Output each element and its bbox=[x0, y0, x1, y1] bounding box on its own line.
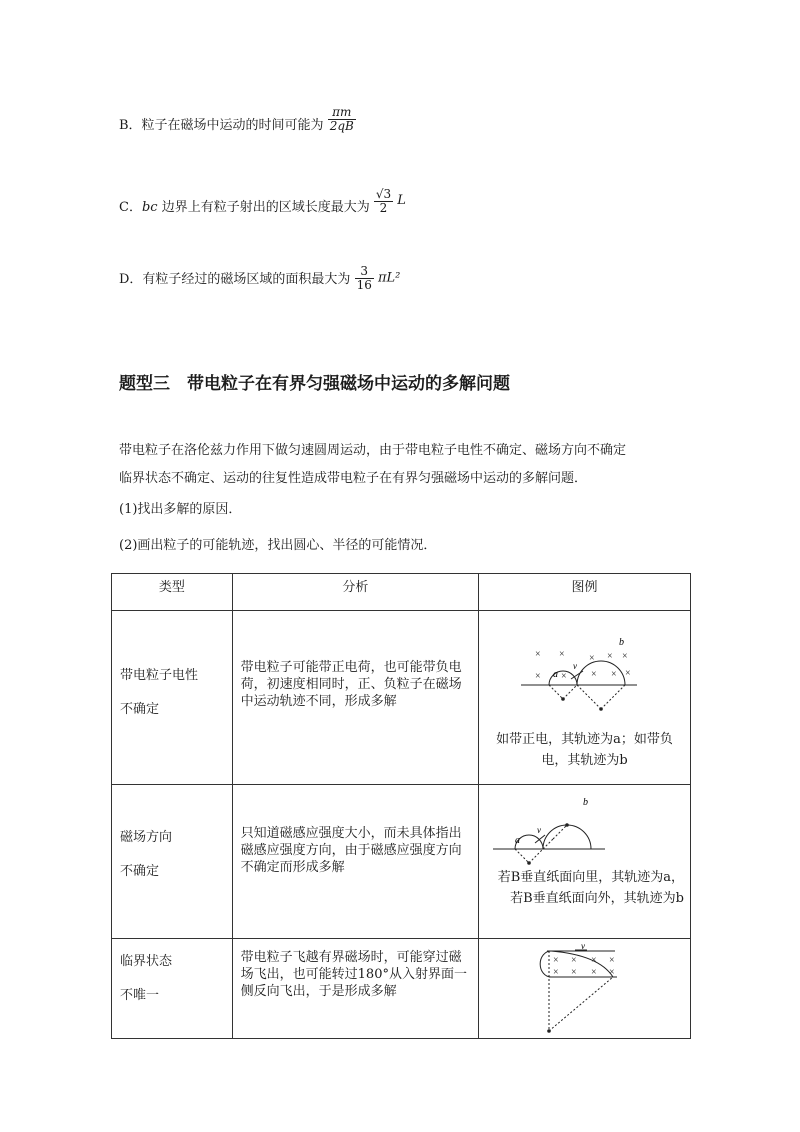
center-point bbox=[562, 697, 566, 701]
cross-mark: × bbox=[609, 955, 616, 966]
row-type-line-1: 带电粒子电性 bbox=[120, 668, 199, 683]
option-b-numerator: πm bbox=[328, 106, 356, 120]
row-figure-caption: 如带正电，其轨迹为a；如带负电，其轨迹为b bbox=[496, 732, 673, 768]
center-point bbox=[548, 1029, 552, 1033]
row-type-cell bbox=[112, 939, 233, 1039]
multi-solution-table bbox=[111, 573, 691, 1039]
option-b-text: B．粒子在磁场中运动的时间可能为 bbox=[119, 118, 324, 133]
cross-mark: × bbox=[553, 967, 560, 978]
option-c bbox=[119, 186, 406, 216]
label-v: v bbox=[573, 661, 578, 671]
table-header-analysis: 分析 bbox=[232, 574, 478, 611]
trajectory-b bbox=[577, 661, 625, 685]
cross-mark: × bbox=[571, 955, 578, 966]
row-figure-cell bbox=[478, 785, 690, 939]
cross-mark: × bbox=[559, 649, 566, 660]
option-c-fraction bbox=[374, 188, 393, 215]
option-c-after: L bbox=[397, 193, 406, 208]
center-point bbox=[600, 707, 604, 711]
radius-line bbox=[549, 685, 563, 699]
table-header-type: 类型 bbox=[112, 574, 233, 611]
option-b bbox=[119, 104, 356, 134]
velocity-arrow bbox=[535, 835, 545, 843]
cross-mark: × bbox=[535, 671, 542, 682]
row-type-cell bbox=[112, 611, 233, 785]
option-c-var: bc bbox=[141, 200, 158, 215]
row-type-line-1: 磁场方向 bbox=[120, 830, 173, 845]
row-analysis-cell bbox=[232, 611, 478, 785]
option-d-fraction bbox=[355, 265, 374, 292]
row-analysis-text: 带电粒子飞越有界磁场时，可能穿过磁场飞出，也可能转过180°从入射界面一侧反向飞出，于是形成多解 bbox=[240, 950, 467, 999]
option-b-fraction bbox=[328, 106, 356, 133]
radius-line bbox=[601, 685, 625, 709]
table-row bbox=[112, 785, 691, 939]
charge-sign-diagram bbox=[479, 619, 689, 719]
trajectory-b bbox=[543, 825, 591, 849]
table-row bbox=[112, 611, 691, 785]
field-direction-diagram bbox=[479, 793, 689, 867]
cross-mark: × bbox=[591, 967, 598, 978]
cross-mark: × bbox=[591, 955, 598, 966]
row-figure-cell bbox=[478, 611, 690, 785]
table-header-row bbox=[112, 574, 691, 611]
intro-paragraph bbox=[119, 437, 699, 493]
cross-mark: × bbox=[553, 955, 560, 966]
label-a: a bbox=[515, 835, 521, 846]
radius-line bbox=[515, 849, 529, 863]
option-c-text: 边界上有粒子射出的区域长度最大为 bbox=[157, 200, 370, 215]
trajectory-arc bbox=[551, 951, 616, 978]
row-analysis-cell bbox=[232, 785, 478, 939]
option-c-numerator: √3 bbox=[375, 186, 392, 201]
row-type-line-2: 不确定 bbox=[120, 702, 160, 717]
row-analysis-text: 带电粒子可能带正电荷，也可能带负电荷，初速度相同时，正、负粒子在磁场中运动轨迹不同，形成多解 bbox=[240, 660, 462, 709]
label-a: a bbox=[553, 669, 559, 680]
radius-line bbox=[563, 685, 577, 699]
cross-mark: × bbox=[611, 669, 618, 680]
cross-mark: × bbox=[571, 967, 578, 978]
option-b-denominator: 2qB bbox=[329, 118, 354, 133]
radius-line bbox=[549, 977, 613, 1031]
option-d-denominator: 16 bbox=[356, 278, 372, 292]
option-d bbox=[119, 265, 400, 292]
option-d-numerator: 3 bbox=[355, 265, 374, 279]
cross-mark: × bbox=[561, 671, 568, 682]
option-c-prefix: C． bbox=[119, 200, 142, 215]
row-type-cell bbox=[112, 785, 233, 939]
step-1: (1)找出多解的原因． bbox=[119, 502, 242, 517]
table-row bbox=[112, 939, 691, 1039]
row-figure-cell bbox=[478, 939, 690, 1039]
label-b: b bbox=[583, 797, 589, 808]
row-type-line-1: 临界状态 bbox=[120, 954, 173, 969]
label-b: b bbox=[619, 637, 625, 648]
intro-line-1: 带电粒子在洛伦兹力作用下做匀速圆周运动，由于带电粒子电性不确定、磁场方向不确定 bbox=[119, 443, 627, 458]
radius-line bbox=[553, 825, 567, 839]
table-header-figure: 图例 bbox=[478, 574, 690, 611]
option-d-text: D．有粒子经过的磁场区域的面积最大为 bbox=[119, 271, 351, 287]
cross-mark: × bbox=[609, 967, 616, 978]
row-analysis-text: 只知道磁感应强度大小，而未具体指出磁感应强度方向，由于磁感应强度方向不确定而形成多解 bbox=[240, 826, 462, 875]
cross-mark: × bbox=[625, 668, 632, 679]
center-point bbox=[528, 861, 532, 865]
label-v: v bbox=[537, 825, 542, 835]
row-type-line-2: 不确定 bbox=[120, 864, 160, 879]
critical-state-diagram bbox=[479, 941, 689, 1037]
label-v: v bbox=[581, 941, 586, 951]
row-figure-caption: 若B垂直纸面向里，其轨迹为a，若B垂直纸面向外，其轨迹为b bbox=[497, 870, 684, 906]
option-d-after: πL² bbox=[378, 270, 401, 286]
row-analysis-cell bbox=[232, 939, 478, 1039]
intro-line-2: 临界状态不确定、运动的往复性造成带电粒子在有界匀强磁场中运动的多解问题． bbox=[119, 471, 588, 486]
radius-line bbox=[577, 685, 601, 709]
cross-mark: × bbox=[589, 653, 596, 664]
cross-mark: × bbox=[622, 651, 629, 662]
radius-line bbox=[529, 849, 543, 863]
step-2: (2)画出粒子的可能轨迹，找出圆心、半径的可能情况． bbox=[119, 538, 437, 553]
section-title: 题型三 带电粒子在有界匀强磁场中运动的多解问题 bbox=[119, 374, 510, 394]
row-type-line-2: 不唯一 bbox=[120, 988, 160, 1003]
center-point bbox=[566, 823, 570, 827]
cross-mark: × bbox=[591, 669, 598, 680]
option-c-denominator: 2 bbox=[379, 200, 388, 215]
cross-mark: × bbox=[535, 649, 542, 660]
cross-mark: × bbox=[607, 651, 614, 662]
